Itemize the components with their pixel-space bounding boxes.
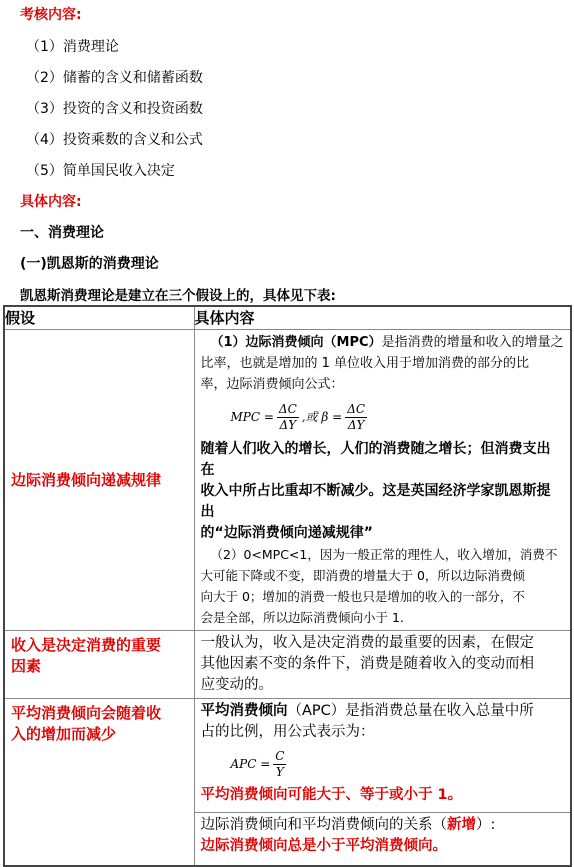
row3-content: [194, 699, 571, 813]
apc-den: Y: [275, 764, 284, 779]
row2-text-2: 其他因素不变的条件下，消费是随着收入的变动而相: [200, 656, 534, 672]
note-line-3: 的“边际消费倾向递减规律”: [200, 525, 373, 541]
assess-item-4: （4）投资乘数的含义和公式: [26, 132, 203, 148]
relation-text-a: 边际消费倾向和平均消费倾向的关系（: [200, 817, 447, 833]
row2-text-1: 一般认为，收入是决定消费的最重要的因素，在假定: [200, 635, 534, 651]
beta-num: ΔC: [347, 401, 366, 416]
row2-text-3: 应变动的。: [200, 677, 273, 693]
apc-def-1: （APC）是指消费总量在收入总量中所: [287, 703, 534, 719]
row1-content: [194, 330, 571, 631]
header-content: 具体内容: [194, 306, 571, 330]
row2-label-1: 收入是决定消费的重要: [11, 636, 162, 654]
assess-item-5: （5）简单国民收入决定: [26, 163, 175, 179]
note-line-1: 随着人们收入的增长，人们的消费随之增长；但消费支出在: [200, 441, 551, 478]
row3-label-1: 平均消费倾向会随着收: [11, 704, 162, 722]
apc-formula-lhs: APC =: [230, 756, 271, 771]
mpc-den: ΔY: [279, 417, 297, 432]
row2-label-2: 因素: [11, 657, 42, 675]
table-row: [4, 699, 571, 813]
mpc-def-2: 比率，也就是增加的 1 单位收入用于增加消费的部分的比: [200, 356, 530, 371]
assess-item-1: （1）消费理论: [26, 39, 119, 55]
relation-text-b: ）:: [476, 817, 496, 833]
apc-def-2: 占的比例，用公式表示为：: [200, 724, 375, 740]
row3-label: [4, 699, 194, 867]
mpc-num: ΔC: [278, 401, 297, 416]
step2-line-2: 大可能下降或不变，即消费的增量大于 0，所以边际消费倾: [200, 568, 525, 583]
relation-content: [194, 813, 571, 867]
beta-lhs: ,或 β =: [301, 409, 343, 424]
mpc-formula-lhs: MPC =: [230, 409, 274, 424]
intro-text: 凯恩斯消费理论是建立在三个假设上的，具体见下表:: [20, 288, 336, 304]
table-header-row: [4, 306, 571, 330]
table-row: [4, 330, 571, 631]
beta-den: ΔY: [347, 417, 365, 432]
section-title: 一、消费理论: [20, 225, 104, 241]
assess-item-2: （2）储蓄的含义和储蓄函数: [26, 70, 203, 86]
mpc-formula: [231, 402, 368, 433]
apc-num: C: [275, 748, 285, 763]
details-heading: 具体内容:: [20, 194, 82, 210]
relation-conclusion: 边际消费倾向总是小于平均消费倾向。: [200, 838, 447, 854]
beta-fraction: [345, 402, 367, 433]
row1-label: 边际消费倾向递减规律: [4, 330, 194, 631]
header-assumption: 假设: [4, 306, 194, 330]
row2-label: [4, 631, 194, 699]
mpc-term: （1）边际消费倾向（MPC）: [210, 335, 382, 350]
apc-formula: [231, 749, 287, 780]
apc-note: 平均消费倾向可能大于、等于或小于 1。: [200, 787, 463, 803]
apc-term: 平均消费倾向: [200, 703, 288, 719]
assess-heading: 考核内容:: [20, 7, 82, 23]
note-line-2: 收入中所占比重却不断减少。这是英国经济学家凯恩斯提出: [200, 483, 551, 520]
assess-item-3: （3）投资的含义和投资函数: [26, 101, 203, 117]
mpc-fraction: [277, 402, 299, 433]
step2-line-1: （2）0<MPC<1，因为一般正常的理性人，收入增加，消费不: [210, 547, 558, 562]
mpc-def-3: 率，边际消费倾向公式：: [200, 377, 344, 392]
mpc-def-1: 是指消费的增量和收入的增量之: [381, 335, 564, 350]
assumptions-table: [3, 305, 572, 867]
step2-line-3: 向大于 0；增加的消费一般也只是增加的收入的一部分，不: [200, 589, 525, 604]
subsection-title: (一)凯恩斯的消费理论: [20, 256, 159, 272]
step2-line-4: 会是全部，所以边际消费倾向小于 1.: [200, 610, 404, 625]
apc-fraction: [273, 749, 286, 780]
new-badge: 新增: [447, 817, 476, 833]
table-row: [4, 631, 571, 699]
row2-content: [194, 631, 571, 699]
row3-label-2: 入的增加而减少: [11, 725, 117, 743]
